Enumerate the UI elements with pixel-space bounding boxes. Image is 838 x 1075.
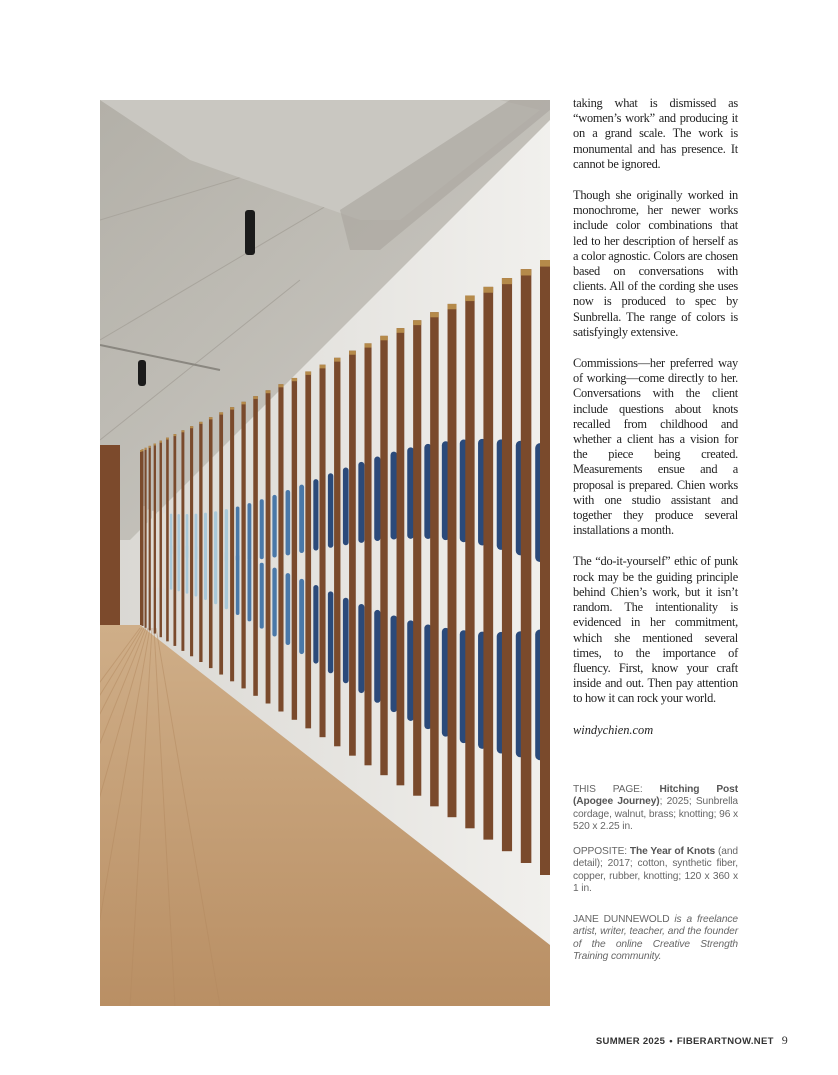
wood-slat (190, 426, 193, 656)
knotted-cord-band (236, 506, 240, 561)
brass-cap (209, 417, 213, 419)
knotted-cord-band (299, 485, 304, 553)
brass-cap (349, 351, 356, 355)
knotted-cord-band (177, 545, 179, 592)
brass-cap (397, 328, 405, 333)
caption-details: ; 2025; Sunbrella cordage, walnut, brass; knotting; 96 x 520 x 2.25 in. (573, 796, 738, 833)
brass-cap (230, 407, 234, 409)
wood-slat (380, 336, 387, 775)
knotted-cord-band (299, 579, 304, 654)
wood-slat (266, 390, 271, 703)
knotted-cord-band (152, 547, 154, 588)
brass-cap (145, 448, 147, 450)
knotted-cord-band (328, 591, 333, 673)
track-light (138, 360, 146, 386)
knotted-cord-band (152, 511, 154, 548)
brass-cap (413, 320, 421, 325)
article-paragraph: Though she originally worked in monochrome, her newer works include color combinations that led to her description of herself as a color agnostic. Colors are chosen based on conversations with clients. All of the cording she uses now is produced to spec by Sunbrella. The range of colors is satisfyingly extensive. (573, 188, 738, 339)
brass-cap (199, 422, 202, 424)
article-paragraph: taking what is dismissed as “women’s work” and producing it on a grand scale. The work is monumental and has presence. It cannot be ignored. (573, 96, 738, 171)
wood-slat (413, 320, 421, 795)
article-text-column (573, 96, 738, 964)
knotted-cord-band (170, 545, 172, 590)
track-light (245, 210, 255, 255)
article-paragraph: Commissions—her preferred way of working—come directly to her. Conversations with the client include questions about knots recalled from childhood and whether a client has a vision for the piece being created. Measurements ensue and a proposal is prepared. Chien works with one studio assistant and together they produce several installations a month. (573, 356, 738, 538)
page-footer (596, 1033, 788, 1048)
brass-cap (266, 390, 271, 393)
caption-details: (and detail); 2017; cotton, synthetic fiber, copper, rubber, knotting; 120 x 360 x 1 in. (573, 845, 738, 895)
caption-label: OPPOSITE: (573, 845, 630, 857)
knotted-cord-band (286, 490, 291, 555)
page-number: 9 (781, 1033, 788, 1047)
knotted-cord-band (272, 495, 276, 558)
knotted-cord-band (374, 457, 380, 541)
wood-slat (334, 358, 340, 746)
brass-cap (320, 365, 326, 369)
wood-slat (502, 278, 512, 851)
wood-slat (181, 430, 184, 651)
wood-slat (219, 412, 223, 674)
brass-cap (292, 378, 297, 381)
author-name: JANE DUNNEWOLD (573, 913, 670, 925)
wood-slat (465, 295, 474, 828)
knotted-cord-band (247, 503, 251, 560)
wood-slat (483, 287, 493, 840)
knotted-cord-band (313, 585, 318, 664)
knotted-cord-band (343, 468, 349, 546)
brass-cap (154, 444, 156, 446)
wood-slat (154, 444, 156, 634)
site-name[interactable]: FIBERARTNOW.NET (676, 1036, 774, 1047)
caption-opposite (573, 846, 738, 896)
brass-cap (465, 295, 474, 301)
knotted-cord-band (313, 479, 318, 550)
wood-slat (230, 407, 234, 681)
issue-label: SUMMER 2025 (595, 1036, 666, 1047)
knotted-cord-band (358, 604, 364, 693)
wood-slat (241, 402, 245, 689)
brass-cap (502, 278, 512, 284)
brass-cap (521, 269, 532, 275)
knotted-cord-band (358, 462, 364, 543)
brass-cap (448, 304, 457, 309)
knotted-cord-band (204, 547, 207, 600)
knotted-cord-band (374, 610, 380, 703)
knotted-cord-band (343, 598, 349, 683)
knotted-cord-band (195, 546, 198, 597)
brass-cap (430, 312, 439, 317)
knotted-cord-band (260, 499, 264, 559)
author-bio (573, 914, 738, 964)
brass-cap (219, 412, 223, 414)
knotted-cord-band (260, 563, 264, 629)
brass-cap (540, 260, 550, 267)
wood-slat (364, 343, 371, 765)
knotted-cord-band (186, 545, 189, 594)
wood-slat (448, 304, 457, 817)
brass-cap (364, 343, 371, 347)
wood-slat (292, 378, 297, 720)
wood-slat (278, 384, 283, 711)
wood-slat (349, 351, 356, 756)
wood-slat (145, 448, 147, 628)
brass-cap (149, 446, 151, 448)
knotted-cord-band (286, 573, 291, 645)
knotted-cord-band (391, 615, 398, 712)
knotted-cord-band (328, 473, 333, 547)
wood-slat (540, 260, 550, 875)
wood-slat (209, 417, 213, 668)
wood-slat (253, 396, 258, 696)
wood-slat (160, 441, 162, 637)
artist-website-link[interactable]: windychien.com (573, 722, 654, 737)
wood-slat (521, 269, 532, 863)
knotted-cord-band (163, 545, 165, 588)
brass-cap (380, 336, 387, 340)
wood-slat (199, 422, 202, 662)
wood-slat (141, 449, 143, 626)
installation-photo (100, 100, 550, 1006)
brass-cap (278, 384, 283, 387)
knotted-cord-band (214, 549, 217, 604)
doorway-panel (100, 445, 120, 625)
brass-cap (190, 426, 193, 428)
wood-slat (320, 365, 326, 737)
caption-title: The Year of Knots (629, 845, 716, 857)
brass-cap (160, 441, 162, 443)
knotted-cord-band (236, 555, 240, 615)
brass-cap (241, 402, 245, 405)
brass-cap (483, 287, 493, 293)
wood-slat (397, 328, 405, 785)
brass-cap (253, 396, 258, 399)
article-paragraph: The “do-it-yourself” ethic of punk rock may be the guiding principle behind Chien’s work, but it isn’t random. The intentionality is evidenced in her commitment, which she mentioned several times, to the importance of fluency. First, know your craft inside and out. Then pay attention to how it can rock your world. (573, 554, 738, 706)
knotted-cord-band (225, 552, 228, 610)
hitching-post-installation-image (100, 100, 550, 1006)
knotted-cord-band (157, 512, 159, 550)
wood-slat (430, 312, 439, 806)
knotted-cord-band (247, 558, 251, 621)
caption-this-page (573, 784, 738, 834)
wood-slat (166, 438, 169, 642)
knotted-cord-band (391, 452, 398, 540)
author-bio-text: is a freelance artist, writer, teacher, and the founder of the online Creative Strength Training community. (573, 913, 738, 963)
brass-cap (166, 438, 169, 440)
brass-cap (334, 358, 340, 362)
wood-slat (305, 371, 311, 728)
knotted-cord-band (157, 546, 159, 588)
wood-slat (149, 446, 151, 630)
caption-label: THIS PAGE: (573, 783, 660, 795)
footer-separator: • (669, 1036, 673, 1047)
wood-slat (173, 434, 176, 646)
knotted-cord-band (272, 568, 276, 637)
caption-title: Hitching Post (Apogee Journey) (573, 783, 738, 808)
brass-cap (181, 430, 184, 432)
brass-cap (141, 449, 143, 451)
brass-cap (173, 434, 176, 436)
brass-cap (305, 371, 311, 374)
